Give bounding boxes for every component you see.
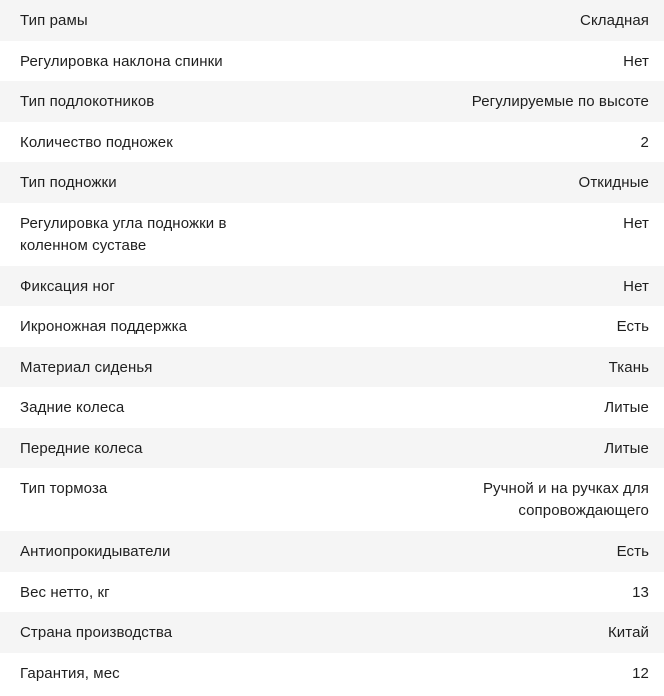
spec-label: Задние колеса bbox=[20, 399, 125, 416]
spec-label: Икроножная поддержка bbox=[20, 318, 188, 335]
spec-row-country bbox=[0, 612, 664, 653]
spec-label: Регулировка наклона спинки bbox=[20, 52, 223, 70]
spec-row-net-weight bbox=[0, 572, 664, 613]
spec-label: Тип рамы bbox=[20, 12, 88, 29]
spec-label: Страна производства bbox=[20, 624, 173, 641]
spec-row-seat-material bbox=[0, 347, 664, 388]
spec-value: Нет bbox=[623, 52, 649, 70]
spec-label: Гарантия, мес bbox=[20, 664, 120, 682]
spec-label: Материал сиденья bbox=[20, 358, 153, 376]
spec-value: 13 bbox=[632, 583, 649, 601]
spec-row-leg-fixation bbox=[0, 266, 664, 307]
spec-row-warranty bbox=[0, 653, 664, 694]
spec-row-footrest-type bbox=[0, 162, 664, 203]
spec-value: Ручной и на ручках для сопровождающего bbox=[482, 480, 649, 519]
spec-value: Литые bbox=[604, 439, 649, 457]
spec-row-anti-tippers bbox=[0, 531, 664, 572]
spec-value: Есть bbox=[616, 318, 649, 335]
spec-label: Количество подножек bbox=[20, 133, 173, 151]
spec-value: 12 bbox=[632, 664, 649, 682]
spec-label: Вес нетто, кг bbox=[20, 583, 110, 601]
spec-value: Ткань bbox=[608, 358, 649, 376]
spec-label: Тип подножки bbox=[20, 174, 117, 191]
spec-value: Складная bbox=[580, 12, 649, 29]
spec-value: Есть bbox=[616, 543, 649, 560]
spec-row-frame-type bbox=[0, 0, 664, 41]
spec-row-brake-type bbox=[0, 468, 664, 531]
spec-label: Фиксация ног bbox=[20, 277, 115, 295]
spec-label: Тип подлокотников bbox=[20, 93, 155, 110]
spec-row-backrest-tilt bbox=[0, 41, 664, 82]
spec-row-calf-support bbox=[0, 306, 664, 347]
spec-row-front-wheels bbox=[0, 428, 664, 469]
spec-label: Передние колеса bbox=[20, 439, 143, 457]
spec-value: Нет bbox=[623, 277, 649, 295]
spec-value: 2 bbox=[640, 133, 649, 151]
spec-label: Регулировка угла подножки в коленном суставе bbox=[20, 214, 227, 254]
spec-row-armrest-type bbox=[0, 81, 664, 122]
spec-label: Тип тормоза bbox=[20, 480, 108, 497]
spec-value: Нет bbox=[623, 214, 649, 232]
spec-row-rear-wheels bbox=[0, 387, 664, 428]
spec-value: Регулируемые по высоте bbox=[471, 93, 649, 110]
spec-value: Литые bbox=[604, 399, 649, 416]
spec-value: Китай bbox=[607, 624, 649, 641]
spec-label: Антиопрокидыватели bbox=[20, 543, 171, 560]
spec-row-footrest-knee-angle bbox=[0, 203, 664, 266]
spec-row-footrest-count bbox=[0, 122, 664, 163]
spec-value: Откидные bbox=[578, 174, 649, 191]
